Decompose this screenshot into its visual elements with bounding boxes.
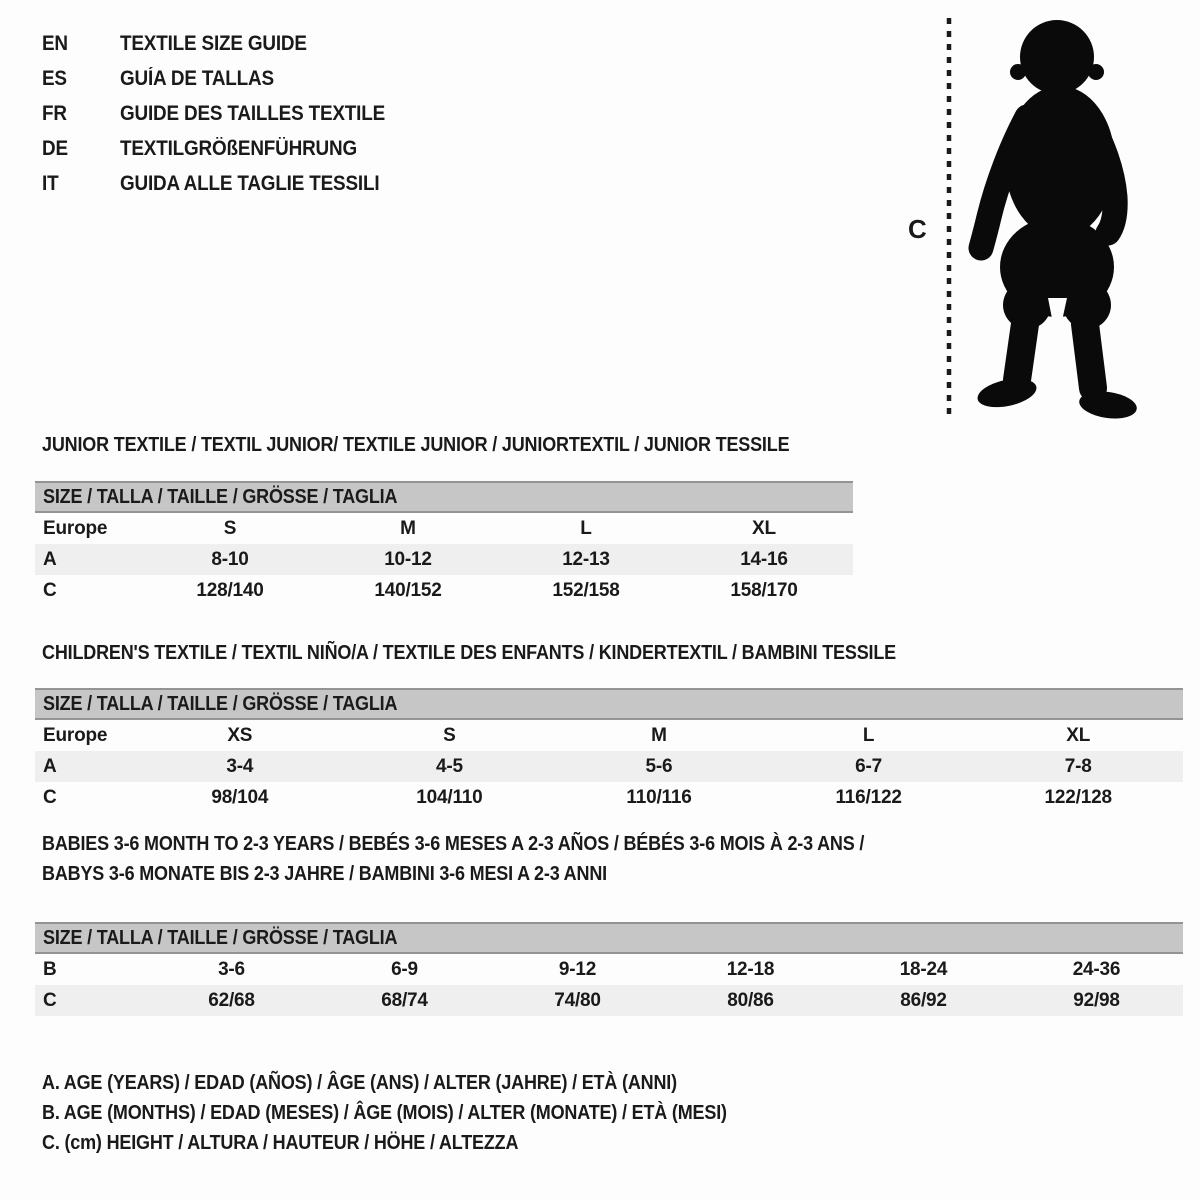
table-cell: 86/92 — [900, 990, 947, 1011]
measure-footnotes — [42, 1068, 1200, 1158]
table-row — [35, 954, 1183, 985]
table-cell: 92/98 — [1073, 990, 1120, 1011]
junior-size-table — [35, 481, 853, 606]
table-row — [35, 782, 1183, 813]
size-header-label: SIZE / TALLA / TAILLE / GRÖSSE / TAGLIA — [43, 486, 398, 508]
language-title: TEXTILE SIZE GUIDE — [120, 31, 307, 55]
table-cell: 122/128 — [1044, 787, 1112, 808]
toddler-silhouette-icon — [965, 12, 1145, 422]
table-cell: 5-6 — [645, 756, 673, 777]
language-title: GUÍA DE TALLAS — [120, 66, 274, 90]
language-row — [42, 166, 414, 201]
language-title: GUIDE DES TAILLES TEXTILE — [120, 101, 386, 125]
language-row — [42, 61, 414, 96]
babies-section-title-line2: BABYS 3-6 MONATE BIS 2-3 JAHRE / BAMBINI 3-6 MESI A 2-3 ANNI — [42, 863, 607, 885]
table-cell: 6-9 — [391, 959, 418, 980]
language-title: GUIDA ALLE TAGLIE TESSILI — [120, 171, 380, 195]
table-cell: 116/122 — [835, 787, 902, 808]
row-label-cell: C — [43, 580, 57, 601]
children-section-title: CHILDREN'S TEXTILE / TEXTIL NIÑO/A / TEXTILE DES ENFANTS / KINDERTEXTIL / BAMBINI TESSILE — [42, 642, 897, 664]
language-code: EN — [42, 31, 68, 55]
language-row — [42, 26, 414, 61]
language-title: TEXTILGRÖßENFÜHRUNG — [120, 136, 358, 160]
size-header-bar — [35, 922, 1183, 954]
table-cell: 128/140 — [196, 580, 264, 601]
table-cell: 98/104 — [211, 787, 269, 808]
table-cell: 6-7 — [855, 756, 883, 777]
table-cell: XS — [227, 725, 253, 746]
table-cell: 10-12 — [384, 549, 432, 570]
table-cell: 68/74 — [381, 990, 428, 1011]
table-cell: M — [400, 518, 416, 539]
table-cell: 14-16 — [740, 549, 788, 570]
language-row — [42, 131, 414, 166]
table-cell: S — [223, 518, 237, 539]
footnote-c: C. (cm) HEIGHT / ALTURA / HAUTEUR / HÖHE / ALTEZZA — [42, 1132, 519, 1154]
table-cell: 140/152 — [374, 580, 442, 601]
language-code: FR — [42, 101, 67, 125]
table-cell: L — [580, 518, 592, 539]
row-label-cell: Europe — [43, 725, 108, 746]
table-row — [35, 513, 853, 544]
size-header-bar — [35, 688, 1183, 720]
table-cell: 158/170 — [730, 580, 798, 601]
table-cell: 3-4 — [226, 756, 254, 777]
height-measure-label: C — [908, 214, 927, 244]
table-cell: 110/116 — [626, 787, 692, 808]
babies-section-title-line1: BABIES 3-6 MONTH TO 2-3 YEARS / BEBÉS 3-6 MESES A 2-3 AÑOS / BÉBÉS 3-6 MOIS À 2-3 ANS / — [42, 833, 865, 855]
dashed-height-line-icon — [946, 16, 952, 416]
table-cell: 152/158 — [552, 580, 620, 601]
footnote-a: A. AGE (YEARS) / EDAD (AÑOS) / ÂGE (ANS) / ALTER (JAHRE) / ETÀ (ANNI) — [42, 1072, 677, 1094]
table-cell: 24-36 — [1072, 959, 1121, 980]
row-label-cell: C — [43, 990, 57, 1011]
table-cell: XL — [752, 518, 776, 539]
footnote-b: B. AGE (MONTHS) / EDAD (MESES) / ÂGE (MOIS) / ALTER (MONATE) / ETÀ (MESI) — [42, 1102, 727, 1124]
row-label-cell: A — [43, 756, 57, 777]
babies-size-table — [35, 922, 1183, 1016]
table-cell: S — [443, 725, 456, 746]
table-cell: 104/110 — [416, 787, 483, 808]
table-row — [35, 751, 1183, 782]
table-cell: 18-24 — [899, 959, 948, 980]
table-cell: 4-5 — [435, 756, 463, 777]
table-cell: 80/86 — [727, 990, 774, 1011]
language-code: ES — [42, 66, 67, 90]
size-header-label: SIZE / TALLA / TAILLE / GRÖSSE / TAGLIA — [43, 927, 398, 949]
table-cell: 7-8 — [1064, 756, 1092, 777]
table-cell: L — [862, 725, 875, 746]
table-cell: 9-12 — [558, 959, 597, 980]
row-label-cell: C — [43, 787, 57, 808]
table-row — [35, 720, 1183, 751]
size-header-bar — [35, 481, 853, 513]
table-cell: 3-6 — [218, 959, 245, 980]
language-row — [42, 96, 414, 131]
language-title-list — [42, 26, 414, 201]
table-row — [35, 544, 853, 575]
size-header-label: SIZE / TALLA / TAILLE / GRÖSSE / TAGLIA — [43, 693, 398, 715]
table-cell: 8-10 — [211, 549, 249, 570]
table-cell: XL — [1066, 725, 1091, 746]
row-label-cell: A — [43, 549, 57, 570]
table-cell: 62/68 — [208, 990, 255, 1011]
table-cell: 12-13 — [562, 549, 610, 570]
table-row — [35, 985, 1183, 1016]
table-cell: 12-18 — [726, 959, 775, 980]
language-code: IT — [42, 171, 59, 195]
language-code: DE — [42, 136, 68, 160]
table-cell: M — [651, 725, 667, 746]
row-label-cell: Europe — [43, 518, 108, 539]
junior-section-title: JUNIOR TEXTILE / TEXTIL JUNIOR/ TEXTILE JUNIOR / JUNIORTEXTIL / JUNIOR TESSILE — [42, 434, 790, 456]
table-row — [35, 575, 853, 606]
children-size-table — [35, 688, 1183, 813]
row-label-cell: B — [43, 959, 57, 980]
table-cell: 74/80 — [554, 990, 601, 1011]
